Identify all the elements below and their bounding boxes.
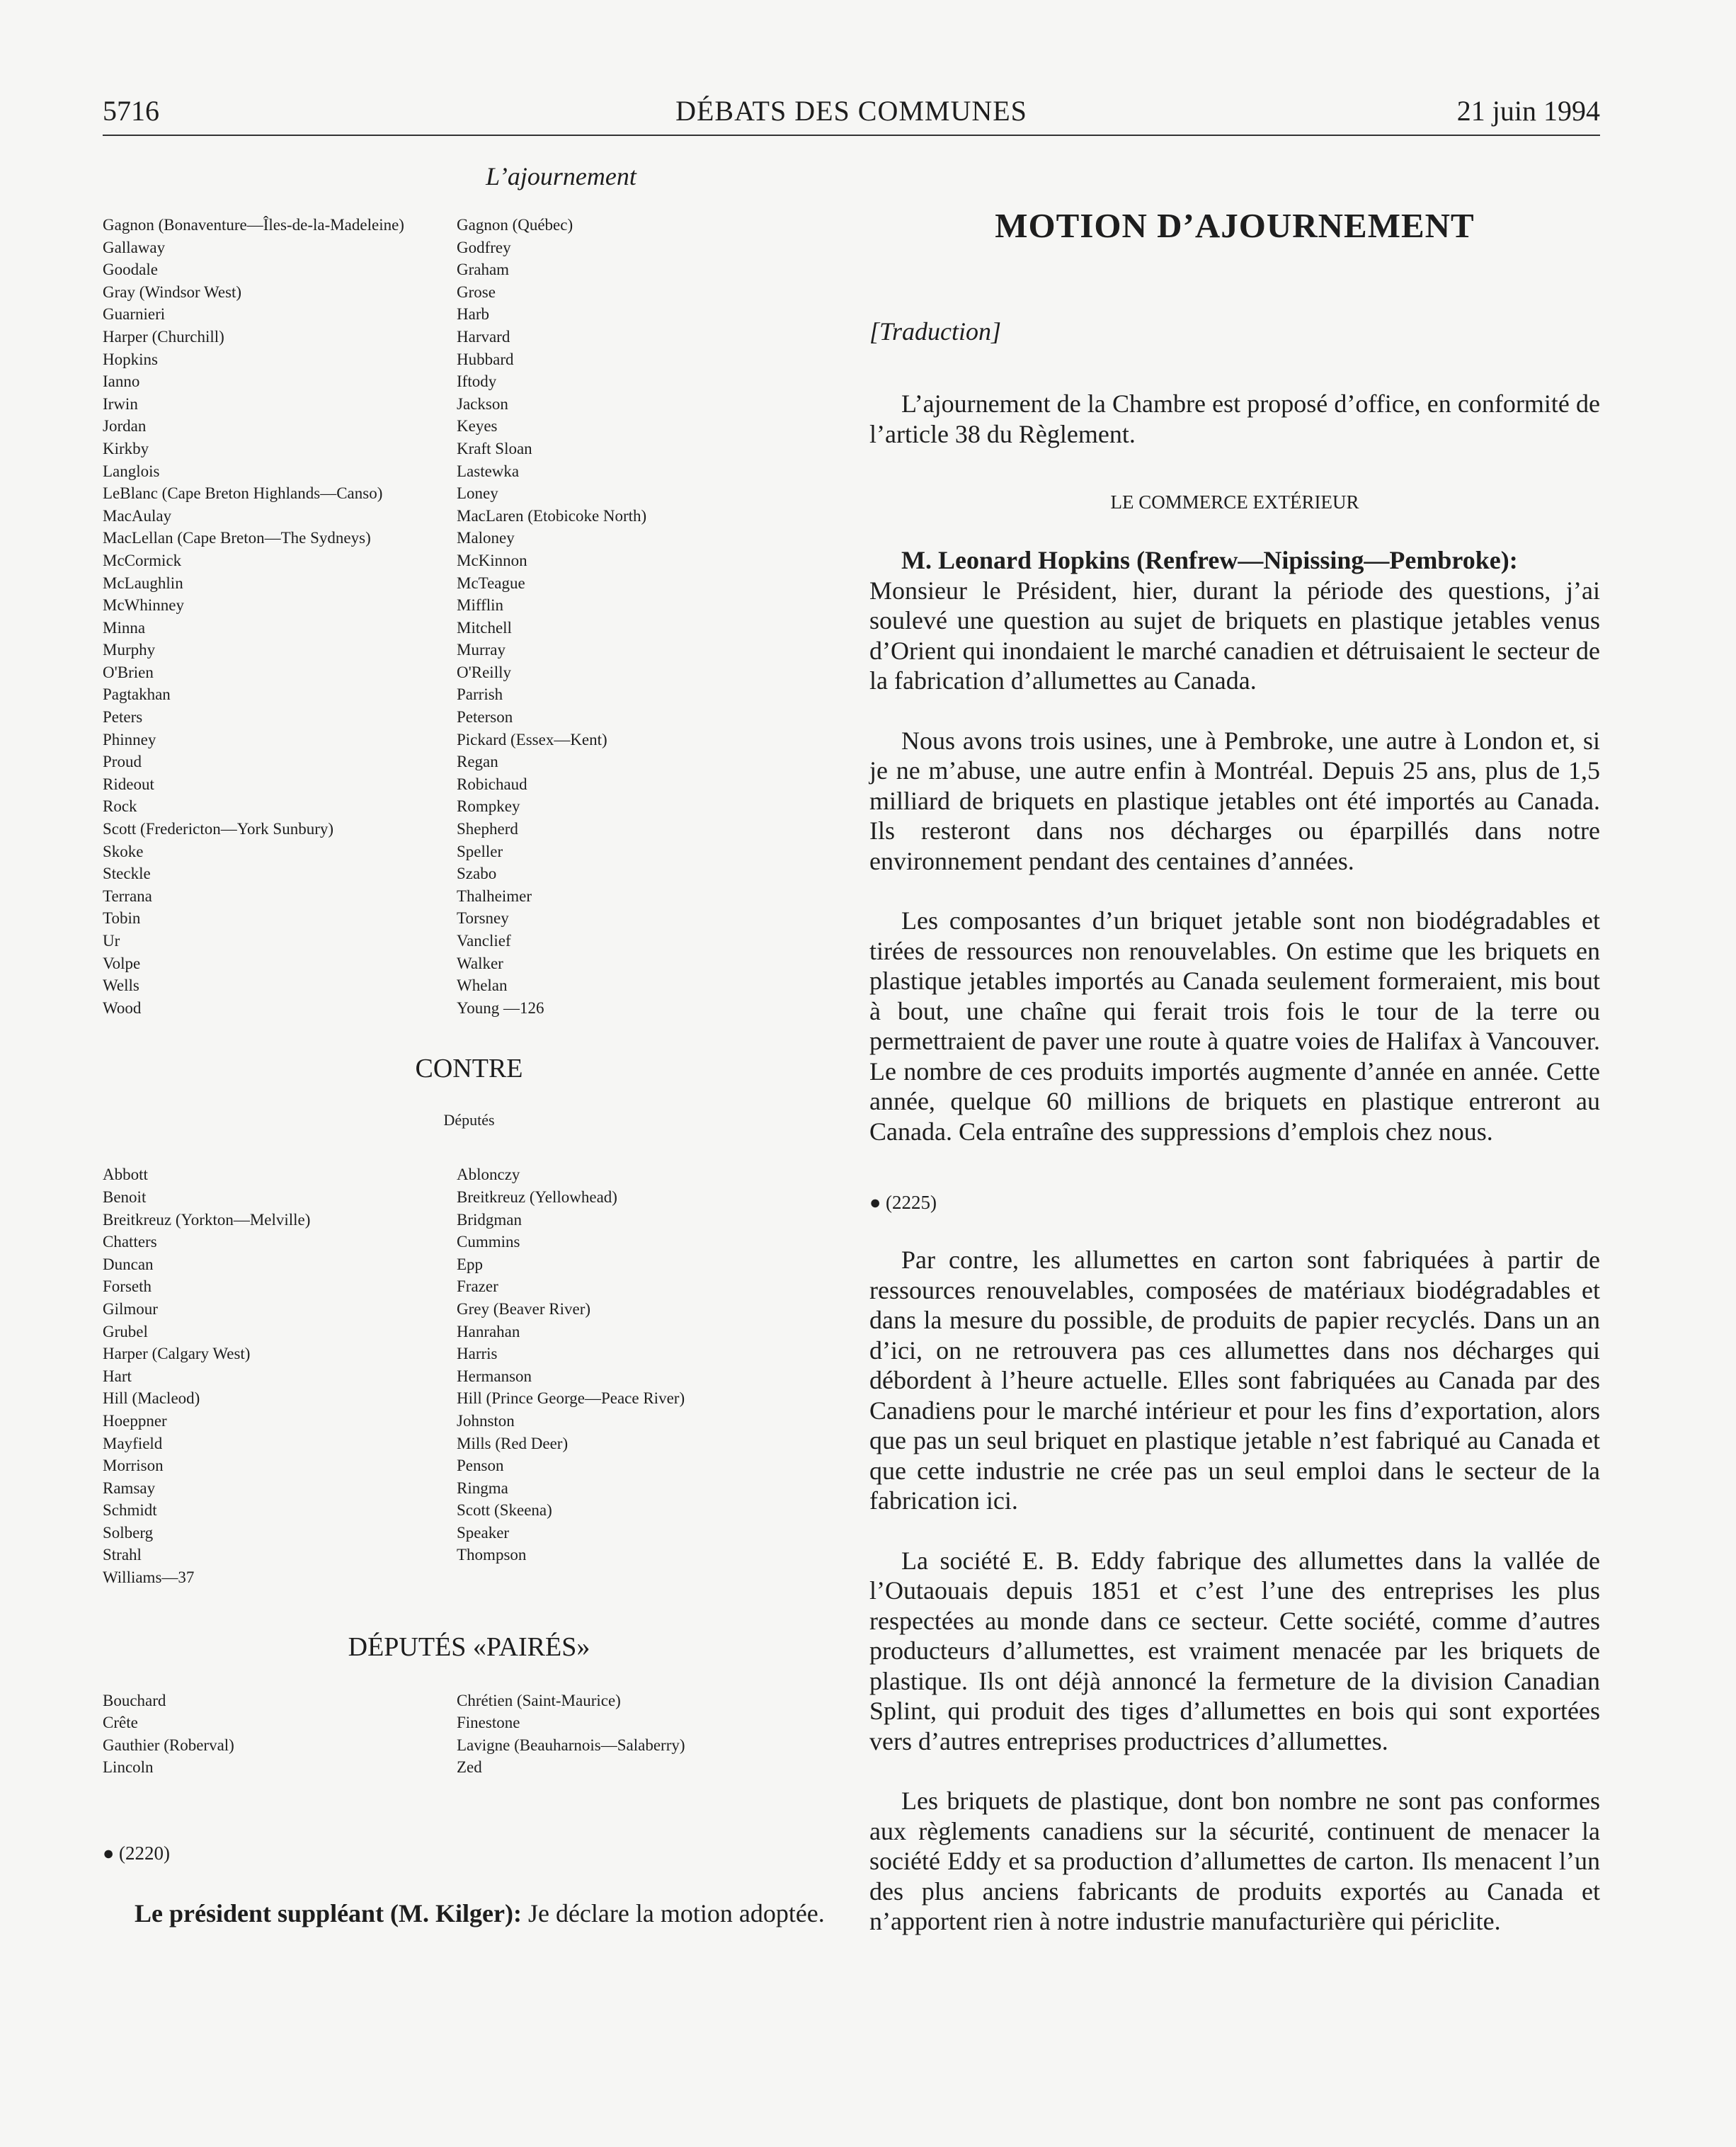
right-column: [869, 205, 1600, 1937]
member-name: Bouchard: [103, 1691, 166, 1709]
intro-paragraph: L’ajournement de la Chambre est proposé d’office, en conformité de l’article 38 du Règlement.: [869, 389, 1600, 448]
contre-heading: CONTRE: [415, 1054, 523, 1084]
member-name: Epp: [457, 1255, 484, 1273]
member-name: McTeague: [457, 574, 525, 592]
paragraph-6: Les briquets de plastique, dont bon nombre ne sont pas conformes aux règlements canadiens sur la sécurité, continuent de menacer la société Eddy et sa production d’allumettes de carton. Ils menacent l’un des plus anciens fabricants de produits exportés au Canada et n’apportent rien à notre industrie manufacturière qui périclite.: [869, 1787, 1600, 1935]
member-name: Gray (Windsor West): [103, 283, 242, 301]
member-name: Grose: [457, 283, 496, 301]
member-name: Grey (Beaver River): [457, 1299, 591, 1318]
member-name: Speaker: [457, 1523, 510, 1542]
member-name: Gauthier (Roberval): [103, 1736, 234, 1754]
member-name: Breitkreuz (Yellowhead): [457, 1188, 617, 1206]
member-name: Frazer: [457, 1277, 498, 1296]
member-name: Finestone: [457, 1714, 520, 1732]
time-marker-2: ● (2225): [869, 1192, 937, 1213]
member-name: Hill (Macleod): [103, 1389, 200, 1408]
member-name: Terrana: [103, 887, 152, 905]
member-name: Hubbard: [457, 350, 514, 368]
member-name: Kirkby: [103, 439, 149, 457]
member-name: Hoeppner: [103, 1411, 167, 1430]
member-name: Mifflin: [457, 596, 504, 615]
pour-list-col1: [103, 214, 457, 1019]
traduction-label: [Traduction]: [869, 317, 1002, 346]
member-name: Jackson: [457, 394, 508, 413]
member-name: Walker: [457, 954, 503, 972]
member-name: Torsney: [457, 909, 509, 928]
president-statement: [103, 1898, 835, 1929]
member-name: Mills (Red Deer): [457, 1434, 569, 1452]
member-name: Robichaud: [457, 775, 527, 793]
section-subtitle: L’ajournement: [486, 162, 636, 190]
member-name: Forseth: [103, 1277, 152, 1296]
member-name: Volpe: [103, 954, 141, 972]
member-name: Mitchell: [457, 618, 512, 637]
member-name: Rompkey: [457, 797, 520, 816]
member-name: Gallaway: [103, 238, 166, 256]
member-name: Ablonczy: [457, 1166, 520, 1184]
member-name: Lincoln: [103, 1758, 154, 1777]
member-name: Regan: [457, 753, 498, 771]
member-name: Hermanson: [457, 1367, 532, 1385]
member-name: Crête: [103, 1714, 138, 1732]
member-name: McCormick: [103, 551, 182, 569]
member-name: Godfrey: [457, 238, 511, 256]
member-name: Steckle: [103, 865, 151, 883]
motion-title: MOTION D’AJOURNEMENT: [995, 206, 1475, 245]
member-name: LeBlanc (Cape Breton Highlands—Canso): [103, 484, 383, 503]
paragraph-5: La société E. B. Eddy fabrique des allumettes dans la vallée de l’Outaouais depuis 1851 et c’est l’une des entreprises les plus respectées au monde dans ce secteur. Cette société, comme d’autres producteurs d’allumettes, est vraiment menacée par les briquets de plastique. Ils ont déjà annoncé la fermeture de la division Canadian Splint, qui produit des tiges d’allumettes en bois qui sont exportées vers d’autres entreprises productrices d’allumettes.: [869, 1546, 1600, 1755]
member-name: Gagnon (Québec): [457, 216, 573, 234]
member-name: McLaughlin: [103, 574, 183, 592]
member-name: Abbott: [103, 1166, 148, 1184]
member-name: Hill (Prince George—Peace River): [457, 1389, 685, 1408]
member-name: Iftody: [457, 372, 497, 391]
member-name: Schmidt: [103, 1501, 157, 1520]
member-name: Harvard: [457, 327, 510, 346]
member-name: Mayfield: [103, 1434, 163, 1452]
paragraph-3: Les composantes d’un briquet jetable sont non biodégradables et tirées de ressources non renouvelables. On estime que les briquets en plastique jetables importés au Canada seulement formeraient, mis bout à bout, une chaîne qui ferait trois fois le tour de la terre ou permettraient de paver une route à quatre voies de Halifax à Vancouver. Le nombre de ces produits importés augmente d’année en année. Cette année, quelque 60 millions de briquets en plastique entreront au Canada. Cela entraîne des suppressions d’emplois chez nous.: [869, 906, 1600, 1146]
member-name: Thompson: [457, 1546, 527, 1564]
member-name: MacLellan (Cape Breton—The Sydneys): [103, 529, 371, 547]
pour-list-col2: [457, 214, 835, 1019]
paires-list-col2: [457, 1690, 835, 1779]
member-name: MacLaren (Etobicoke North): [457, 506, 647, 525]
paires-list: [103, 1690, 835, 1779]
member-name: Breitkreuz (Yorkton—Melville): [103, 1210, 311, 1229]
member-name: Grubel: [103, 1322, 148, 1340]
member-name: Chrétien (Saint-Maurice): [457, 1691, 621, 1709]
member-name: Hanrahan: [457, 1322, 520, 1340]
member-name: Wells: [103, 976, 139, 995]
member-name: Phinney: [103, 730, 156, 748]
member-name: Johnston: [457, 1411, 515, 1430]
member-name: Vanclief: [457, 932, 511, 950]
member-name: Kraft Sloan: [457, 439, 532, 457]
member-name: MacAulay: [103, 506, 172, 525]
member-name: Peterson: [457, 708, 513, 727]
contre-list-col1: [103, 1163, 457, 1588]
member-name: Benoit: [103, 1188, 147, 1206]
member-name: Gagnon (Bonaventure—Îles-de-la-Madeleine): [103, 216, 404, 234]
member-name: Murphy: [103, 641, 156, 659]
member-name: Graham: [457, 261, 510, 279]
member-name: Pagtakhan: [103, 685, 171, 704]
president-text: Je déclare la motion adoptée.: [521, 1899, 825, 1928]
president-speaker: Le président suppléant (M. Kilger):: [135, 1899, 522, 1928]
paragraph-4: Par contre, les allumettes en carton sont fabriquées à partir de ressources renouvelables, composées de matériaux biodégradables et dans la mesure du possible, de produits de papier recyclés. Dans un an d’ici, on ne retrouvera pas ces allumettes dans nos décharges qui débordent à l’heure actuelle. Elles sont fabriquées au Canada par des Canadiens pour le marché intérieur et pour les fins d’exportation, alors que pas un seul briquet en plastique jetable n’est fabriqué au Canada et que cette industrie ne crée pas un seul emploi dans le secteur de la fabrication ici.: [869, 1246, 1600, 1515]
member-name: Peters: [103, 708, 143, 727]
paires-list-col1: [103, 1690, 457, 1779]
member-name: Langlois: [103, 462, 160, 480]
member-name: Zed: [457, 1758, 482, 1777]
member-name: Harper (Churchill): [103, 327, 224, 346]
member-name: Ramsay: [103, 1479, 156, 1497]
contre-list: [103, 1163, 835, 1588]
member-name: Skoke: [103, 842, 144, 860]
topic-heading: LE COMMERCE EXTÉRIEUR: [1110, 491, 1359, 513]
speaker-name: M. Leonard Hopkins (Renfrew—Nipissing—Pembroke):: [901, 546, 1518, 574]
page-header: [103, 86, 1600, 136]
time-marker: ● (2220): [103, 1843, 171, 1864]
contre-list-col2: [457, 1163, 835, 1588]
member-name: Harris: [457, 1345, 498, 1363]
member-name: Penson: [457, 1457, 504, 1475]
member-name: Strahl: [103, 1546, 142, 1564]
member-name: Lastewka: [457, 462, 520, 480]
member-name: Irwin: [103, 394, 138, 413]
member-name: Parrish: [457, 685, 503, 704]
member-name: Hopkins: [103, 350, 158, 368]
member-name: Whelan: [457, 976, 508, 995]
member-name: Goodale: [103, 261, 158, 279]
member-name: Hart: [103, 1367, 132, 1385]
member-name: Speller: [457, 842, 503, 860]
paragraph-1: Monsieur le Président, hier, durant la période des questions, j’ai soulevé une question au sujet de briquets en plastique jetables venus d’Orient qui inondaient le marché canadien et détruisaient le secteur de la fabrication d’allumettes au Canada.: [869, 576, 1600, 695]
member-name: Ianno: [103, 372, 140, 391]
deputes-label: Députés: [443, 1111, 495, 1129]
member-name: Szabo: [457, 865, 497, 883]
member-name: Duncan: [103, 1255, 154, 1273]
member-name: Solberg: [103, 1523, 154, 1542]
member-name: Thalheimer: [457, 887, 532, 905]
member-name: Loney: [457, 484, 498, 503]
member-name: Harb: [457, 305, 489, 324]
member-name: Harper (Calgary West): [103, 1345, 251, 1363]
member-name: Shepherd: [457, 820, 518, 838]
paires-heading: DÉPUTÉS «PAIRÉS»: [348, 1631, 590, 1662]
member-name: Wood: [103, 998, 142, 1017]
member-name: Young —126: [457, 998, 544, 1017]
member-name: O'Reilly: [457, 663, 511, 681]
member-name: Scott (Skeena): [457, 1501, 552, 1520]
member-name: Pickard (Essex—Kent): [457, 730, 607, 748]
member-name: Ur: [103, 932, 120, 950]
publication-date: 21 juin 1994: [1456, 95, 1600, 127]
member-name: Gilmour: [103, 1299, 158, 1318]
member-name: Tobin: [103, 909, 141, 928]
pour-list: [103, 214, 835, 1019]
speaker-line: [869, 545, 1600, 576]
member-name: Chatters: [103, 1233, 157, 1251]
member-name: O'Brien: [103, 663, 154, 681]
member-name: Keyes: [457, 417, 498, 435]
member-name: Cummins: [457, 1233, 520, 1251]
member-name: Ringma: [457, 1479, 508, 1497]
paragraph-2: Nous avons trois usines, une à Pembroke, une autre à London et, si je ne m’abuse, une autre enfin à Montréal. Depuis 25 ans, plus de 1,5 milliard de briquets en plastique jetables ont été importés au Canada. Ils resteront dans nos décharges ou éparpillés dans notre environnement pendant des centaines d’années.: [869, 726, 1600, 875]
member-name: Maloney: [457, 529, 515, 547]
publication-title: DÉBATS DES COMMUNES: [675, 95, 1027, 127]
member-name: McWhinney: [103, 596, 184, 615]
member-name: Murray: [457, 641, 506, 659]
member-name: Proud: [103, 753, 142, 771]
member-name: Bridgman: [457, 1210, 522, 1229]
member-name: Scott (Fredericton—York Sunbury): [103, 820, 334, 838]
page-number: 5716: [103, 95, 159, 127]
member-name: Rock: [103, 797, 137, 816]
member-name: Minna: [103, 618, 146, 637]
member-name: Lavigne (Beauharnois—Salaberry): [457, 1736, 685, 1754]
left-column: [103, 161, 835, 1929]
member-name: McKinnon: [457, 551, 527, 569]
member-name: Rideout: [103, 775, 154, 793]
member-name: Morrison: [103, 1457, 164, 1475]
member-name: Jordan: [103, 417, 147, 435]
member-name: Williams—37: [103, 1568, 195, 1587]
member-name: Guarnieri: [103, 305, 166, 324]
